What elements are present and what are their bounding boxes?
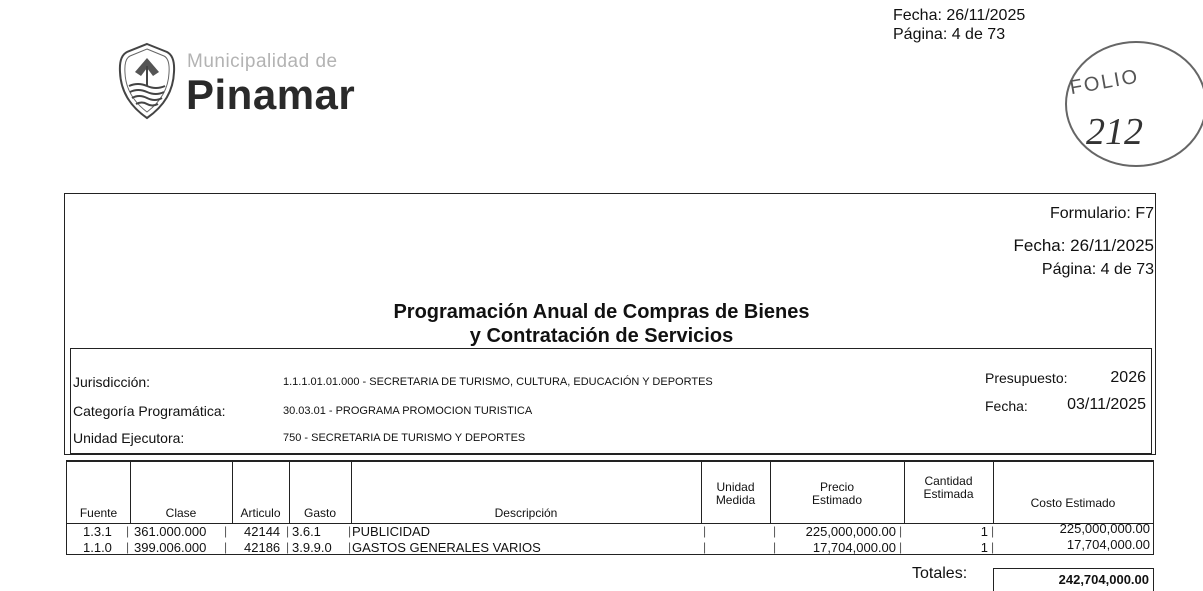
header-articulo: Articulo xyxy=(240,506,281,520)
page-number: Página: 4 de 73 xyxy=(893,26,1006,43)
page-header xyxy=(893,6,1025,44)
header-estimado: Estimado xyxy=(811,493,863,507)
header-precio: Precio xyxy=(819,480,854,494)
row1-cantidad: 1 xyxy=(980,524,988,539)
totals-value: 242,704,000.00 xyxy=(993,568,1154,591)
header-cantidad-estimada xyxy=(904,475,993,501)
row2-cantidad: 1 xyxy=(980,540,988,555)
row2-costo: 17,704,000.00 xyxy=(1066,537,1150,552)
form-title xyxy=(0,300,1203,348)
municipality-seal-logo xyxy=(117,42,177,120)
form-id: Formulario: F7 xyxy=(1049,205,1154,222)
row1-descripcion: PUBLICIDAD xyxy=(352,524,431,539)
unidad-label: Unidad Ejecutora: xyxy=(73,430,185,446)
row1-clase: 361.000.000 xyxy=(134,524,207,539)
jurisdiccion-value: 1.1.1.01.01.000 - SECRETARIA DE TURISMO, CULTURA, EDUCACIÓN Y DEPORTES xyxy=(283,376,713,388)
form-page: Página: 4 de 73 xyxy=(1041,261,1154,278)
unidad-value: 750 - SECRETARIA DE TURISMO Y DEPORTES xyxy=(283,432,526,444)
header-costo-estimado: Costo Estimado xyxy=(1030,496,1116,510)
row1-articulo: 42144 xyxy=(244,524,281,539)
header-estimada: Estimada xyxy=(923,487,974,501)
stamp-folio-text: FOLIO xyxy=(1068,65,1141,100)
header-clase: Clase xyxy=(165,506,197,520)
fecha-label: Fecha: xyxy=(985,398,1028,414)
folio-stamp xyxy=(1058,34,1203,180)
row2-fuente: 1.1.0 xyxy=(83,540,112,555)
form-title-line1: Programación Anual de Compras de Bienes xyxy=(393,301,810,323)
form-title-line2: y Contratación de Servicios xyxy=(469,325,734,347)
row2-articulo: 42186 xyxy=(244,540,281,555)
stamp-folio-number: 212 xyxy=(1086,111,1143,153)
logo-municipalidad-text: Municipalidad de xyxy=(187,51,338,72)
presupuesto-value: 2026 xyxy=(1110,369,1146,386)
logo-pinamar-text: Pinamar xyxy=(186,71,356,118)
row1-fuente: 1.3.1 xyxy=(83,524,112,539)
header-precio-estimado xyxy=(770,481,904,507)
header-fuente: Fuente xyxy=(79,506,118,520)
row1-costo: 225,000,000.00 xyxy=(1059,521,1150,536)
row1-gasto: 3.6.1 xyxy=(292,524,321,539)
page-date: Fecha: 26/11/2025 xyxy=(893,7,1026,24)
header-medida: Medida xyxy=(715,493,756,507)
header-unidad-medida xyxy=(701,481,770,507)
row2-clase: 399.006.000 xyxy=(134,540,207,555)
row1-precio: 225,000,000.00 xyxy=(805,524,896,539)
header-gasto: Gasto xyxy=(303,506,336,520)
jurisdiccion-label: Jurisdicción: xyxy=(73,374,151,390)
categoria-label: Categoría Programática: xyxy=(73,403,226,419)
header-descripcion: Descripción xyxy=(494,506,558,520)
row2-descripcion: GASTOS GENERALES VARIOS xyxy=(352,540,541,555)
fecha-value: 03/11/2025 xyxy=(1067,396,1146,413)
row2-precio: 17,704,000.00 xyxy=(812,540,896,555)
form-date: Fecha: 26/11/2025 xyxy=(1013,236,1154,255)
row2-gasto: 3.9.9.0 xyxy=(292,540,332,555)
categoria-value: 30.03.01 - PROGRAMA PROMOCION TURISTICA xyxy=(283,405,533,417)
presupuesto-label: Presupuesto: xyxy=(985,370,1068,386)
header-unidad: Unidad xyxy=(716,480,755,494)
totals-label: Totales: xyxy=(912,565,968,582)
header-cantidad: Cantidad xyxy=(924,474,973,488)
